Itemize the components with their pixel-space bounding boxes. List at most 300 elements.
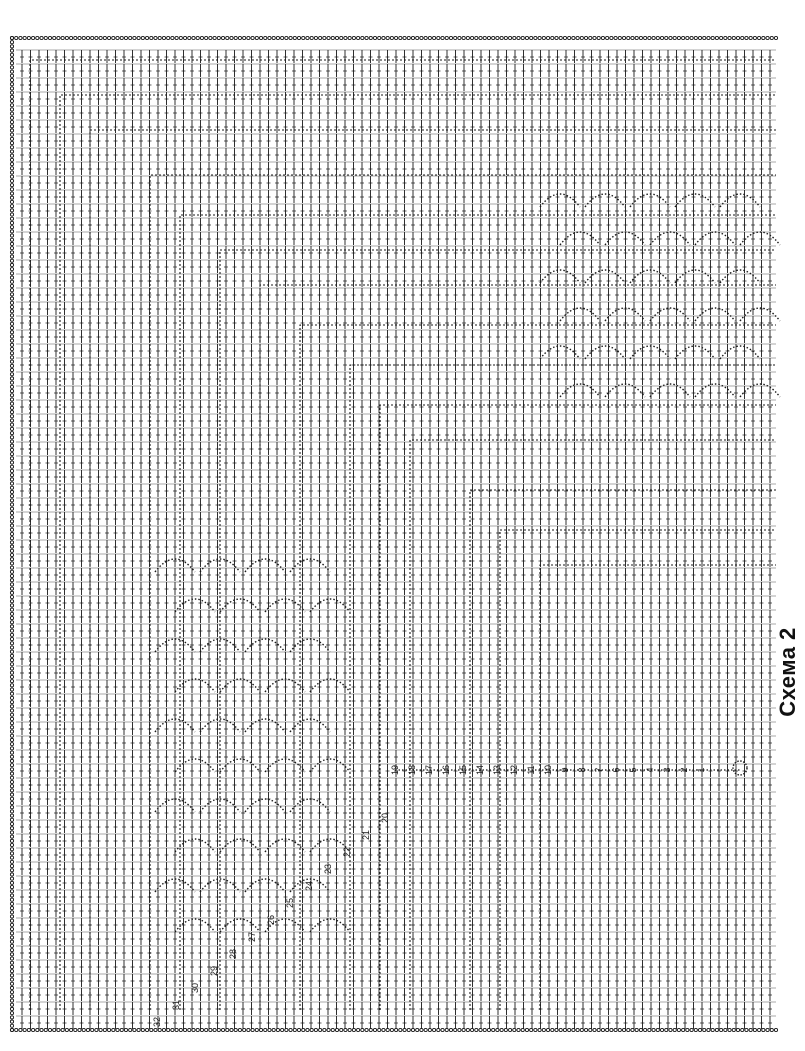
chain-icon [10,507,13,510]
chain-icon [10,986,13,989]
chain-icon [10,751,13,754]
chain-icon [631,36,634,39]
chain-icon [10,696,13,699]
chain-icon [10,558,13,561]
chain-icon [57,36,60,39]
chain-icon [10,680,13,683]
chain-icon [10,356,13,359]
chain-icon [673,36,676,39]
chain-icon [10,1012,13,1015]
chain-icon [749,36,752,39]
chain-icon [10,322,13,325]
chain-icon [10,373,13,376]
chain-icon [627,1028,630,1031]
chain-icon [230,36,233,39]
chain-icon [10,982,13,985]
chain-icon [112,1028,115,1031]
chain-icon [10,478,13,481]
chain-icon [352,36,355,39]
chain-icon [150,1028,153,1031]
chain-icon [635,36,638,39]
chain-icon [69,1028,72,1031]
chain-icon [715,1028,718,1031]
chain-icon [137,1028,140,1031]
chain-icon [618,36,621,39]
chain-icon [407,36,410,39]
chain-icon [390,1028,393,1031]
chain-icon [124,36,127,39]
chain-icon [382,1028,385,1031]
chain-icon [10,616,13,619]
chain-icon [10,991,13,994]
chain-icon [576,36,579,39]
chain-icon [559,36,562,39]
chain-icon [10,591,13,594]
chain-icon [10,318,13,321]
chain-icon [32,36,35,39]
chain-icon [154,1028,157,1031]
chain-icon [331,1028,334,1031]
chain-icon [504,36,507,39]
chain-icon [508,1028,511,1031]
chain-icon [487,1028,490,1031]
chain-icon [74,36,77,39]
chain-icon [247,1028,250,1031]
chain-icon [521,36,524,39]
chain-icon [171,36,174,39]
chain-icon [732,1028,735,1031]
chain-icon [10,406,13,409]
chain-icon [10,999,13,1002]
chain-icon [82,1028,85,1031]
chain-icon [10,738,13,741]
chain-icon [10,377,13,380]
chain-icon [10,188,13,191]
chain-icon [10,907,13,910]
chain-icon [251,36,254,39]
chain-icon [10,843,13,846]
chain-icon [728,1028,731,1031]
chain-icon [129,36,132,39]
chain-icon [10,528,13,531]
chain-icon [10,53,13,56]
chain-icon [10,511,13,514]
chain-icon [728,36,731,39]
chain-icon [10,659,13,662]
chain-icon [10,352,13,355]
chain-icon [10,713,13,716]
chain-icon [281,36,284,39]
chain-icon [10,448,13,451]
chain-icon [226,36,229,39]
chain-icon [314,36,317,39]
chain-icon [745,36,748,39]
chain-icon [500,1028,503,1031]
chain-icon [513,36,516,39]
chain-icon [660,1028,663,1031]
chain-icon [10,125,13,128]
chain-icon [289,1028,292,1031]
chain-icon [10,835,13,838]
chain-icon [10,734,13,737]
chain-icon [597,36,600,39]
chain-icon [711,1028,714,1031]
chain-icon [584,36,587,39]
chain-icon [10,70,13,73]
chain-icon [10,759,13,762]
chain-icon [10,200,13,203]
chain-icon [10,120,13,123]
chain-icon [23,1028,26,1031]
chain-icon [10,314,13,317]
chain-icon [10,520,13,523]
chain-icon [10,755,13,758]
chain-icon [568,1028,571,1031]
chain-icon [466,36,469,39]
chain-icon [10,970,13,973]
chain-icon [323,36,326,39]
chain-icon [205,1028,208,1031]
chain-icon [69,36,72,39]
chain-icon [10,545,13,548]
chain-icon [10,360,13,363]
chain-icon [601,1028,604,1031]
chain-icon [542,1028,545,1031]
chain-icon [10,423,13,426]
chain-icon [10,801,13,804]
chain-icon [10,171,13,174]
chain-icon [10,419,13,422]
chain-icon [10,919,13,922]
chain-icon [10,852,13,855]
chain-icon [10,335,13,338]
chain-icon [758,1028,761,1031]
chain-icon [403,36,406,39]
chain-icon [78,36,81,39]
chain-icon [10,221,13,224]
chain-icon [10,881,13,884]
chain-icon [10,259,13,262]
chain-icon [10,251,13,254]
chain-icon [293,36,296,39]
chain-icon [314,1028,317,1031]
chain-icon [686,36,689,39]
chain-icon [10,474,13,477]
chain-icon [162,1028,165,1031]
chain-icon [10,41,13,44]
chain-icon [762,1028,765,1031]
chain-icon [10,537,13,540]
chain-icon [614,36,617,39]
chain-icon [424,36,427,39]
chain-icon [319,1028,322,1031]
chain-icon [10,226,13,229]
chain-icon [627,36,630,39]
chain-icon [10,141,13,144]
chain-icon [10,747,13,750]
chain-icon [753,36,756,39]
chain-icon [10,234,13,237]
chain-icon [10,461,13,464]
chain-icon [720,1028,723,1031]
chain-icon [424,1028,427,1031]
chain-icon [525,36,528,39]
chain-icon [86,36,89,39]
chain-icon [10,137,13,140]
chain-icon [593,1028,596,1031]
chain-icon [10,158,13,161]
chain-icon [635,1028,638,1031]
chain-icon [306,1028,309,1031]
chain-icon [10,688,13,691]
chain-icon [770,1028,773,1031]
chain-icon [10,284,13,287]
chain-icon [10,785,13,788]
chain-icon [665,1028,668,1031]
chain-icon [10,1024,13,1027]
chain-icon [10,717,13,720]
chain-icon [10,36,13,39]
chain-icon [129,1028,132,1031]
chain-icon [10,432,13,435]
chain-icon [221,1028,224,1031]
chain-icon [665,36,668,39]
chain-icon [10,911,13,914]
chain-icon [10,74,13,77]
chain-icon [145,1028,148,1031]
chain-icon [10,890,13,893]
chain-icon [10,797,13,800]
chain-icon [217,36,220,39]
chain-icon [420,36,423,39]
chain-icon [10,831,13,834]
chain-icon [234,36,237,39]
chain-icon [10,818,13,821]
chain-icon [10,238,13,241]
chain-icon [496,1028,499,1031]
chain-icon [483,1028,486,1031]
chain-icon [10,381,13,384]
chain-icon [386,36,389,39]
chain-icon [327,36,330,39]
chain-icon [10,637,13,640]
chain-icon [10,726,13,729]
chain-icon [150,36,153,39]
chain-icon [682,36,685,39]
chain-icon [10,701,13,704]
chain-icon [95,36,98,39]
chain-icon [19,36,22,39]
chain-icon [10,915,13,918]
chain-icon [10,675,13,678]
chain-icon [335,36,338,39]
chain-icon [61,36,64,39]
chain-icon [762,36,765,39]
chain-icon [272,1028,275,1031]
chain-icon [264,1028,267,1031]
chain-icon [698,36,701,39]
chain-icon [576,1028,579,1031]
chain-icon [32,1028,35,1031]
chain-icon [10,482,13,485]
chain-icon [682,1028,685,1031]
chain-icon [53,36,56,39]
chain-icon [365,36,368,39]
chain-icon [10,654,13,657]
chain-icon [454,36,457,39]
chain-icon [361,36,364,39]
chain-icon [10,289,13,292]
chain-icon [10,524,13,527]
chain-icon [555,36,558,39]
chain-icon [78,1028,81,1031]
chain-icon [10,549,13,552]
chain-icon [10,928,13,931]
chain-icon [10,62,13,65]
chain-icon [10,255,13,258]
chain-icon [10,394,13,397]
chain-icon [10,856,13,859]
chain-icon [10,116,13,119]
chain-icon [10,99,13,102]
chain-icon [10,133,13,136]
chain-icon [247,36,250,39]
chain-icon [496,36,499,39]
chain-icon [40,36,43,39]
chain-icon [694,1028,697,1031]
chain-icon [167,1028,170,1031]
chain-icon [255,1028,258,1031]
chain-icon [382,36,385,39]
chain-icon [475,1028,478,1031]
chain-icon [23,36,26,39]
chain-icon [449,36,452,39]
chain-icon [82,36,85,39]
chain-icon [335,1028,338,1031]
stitch-symbols [10,36,777,1031]
chain-icon [10,440,13,443]
chain-icon [268,36,271,39]
chain-icon [323,1028,326,1031]
chain-icon [238,36,241,39]
chain-icon [179,1028,182,1031]
chain-icon [745,1028,748,1031]
chain-icon [10,705,13,708]
chain-icon [644,36,647,39]
chain-icon [10,772,13,775]
chain-icon [711,36,714,39]
chain-icon [95,1028,98,1031]
chain-icon [230,1028,233,1031]
chain-icon [10,1028,13,1031]
chain-icon [10,625,13,628]
chain-icon [652,1028,655,1031]
chain-icon [162,36,165,39]
chain-icon [10,293,13,296]
chain-icon [116,1028,119,1031]
chain-icon [10,768,13,771]
chain-icon [340,1028,343,1031]
chain-icon [373,36,376,39]
chain-icon [698,1028,701,1031]
chain-icon [10,389,13,392]
chain-icon [703,1028,706,1031]
chain-icon [10,297,13,300]
chain-icon [770,36,773,39]
chain-icon [479,36,482,39]
chain-icon [27,1028,30,1031]
chain-icon [10,108,13,111]
chain-icon [736,36,739,39]
chain-icon [10,827,13,830]
chain-icon [10,78,13,81]
chain-icon [589,36,592,39]
chain-icon [10,305,13,308]
chain-icon [517,36,520,39]
chain-icon [432,36,435,39]
chain-icon [310,36,313,39]
chain-icon [10,1016,13,1019]
chain-icon [610,1028,613,1031]
corner-step-outline [410,440,776,1010]
chain-icon [470,36,473,39]
chain-icon [10,503,13,506]
chain-icon [344,36,347,39]
corner-step-outline [540,565,776,1010]
chain-icon [656,1028,659,1031]
chain-icon [538,36,541,39]
chain-icon [10,574,13,577]
chain-icon [458,1028,461,1031]
chain-icon [10,902,13,905]
chain-icon [741,36,744,39]
chain-icon [10,974,13,977]
chain-icon [572,36,575,39]
chain-icon [10,650,13,653]
chain-icon [707,1028,710,1031]
chain-icon [10,864,13,867]
chain-icon [10,995,13,998]
chain-icon [10,427,13,430]
chain-icon [124,1028,127,1031]
chain-icon [639,1028,642,1031]
chain-icon [27,36,30,39]
chain-icon [774,36,777,39]
chain-icon [10,230,13,233]
chain-icon [348,36,351,39]
chain-icon [10,940,13,943]
chain-icon [167,36,170,39]
chain-icon [416,36,419,39]
chain-icon [10,453,13,456]
chain-icon [656,36,659,39]
chain-icon [213,1028,216,1031]
chain-icon [677,36,680,39]
chain-icon [399,1028,402,1031]
chain-icon [551,1028,554,1031]
chain-icon [10,469,13,472]
chain-icon [196,1028,199,1031]
chain-icon [525,1028,528,1031]
chain-icon [622,36,625,39]
chain-icon [10,562,13,565]
chain-icon [378,36,381,39]
chain-icon [158,1028,161,1031]
chain-icon [517,1028,520,1031]
chain-icon [690,36,693,39]
chain-icon [91,1028,94,1031]
chain-icon [179,36,182,39]
